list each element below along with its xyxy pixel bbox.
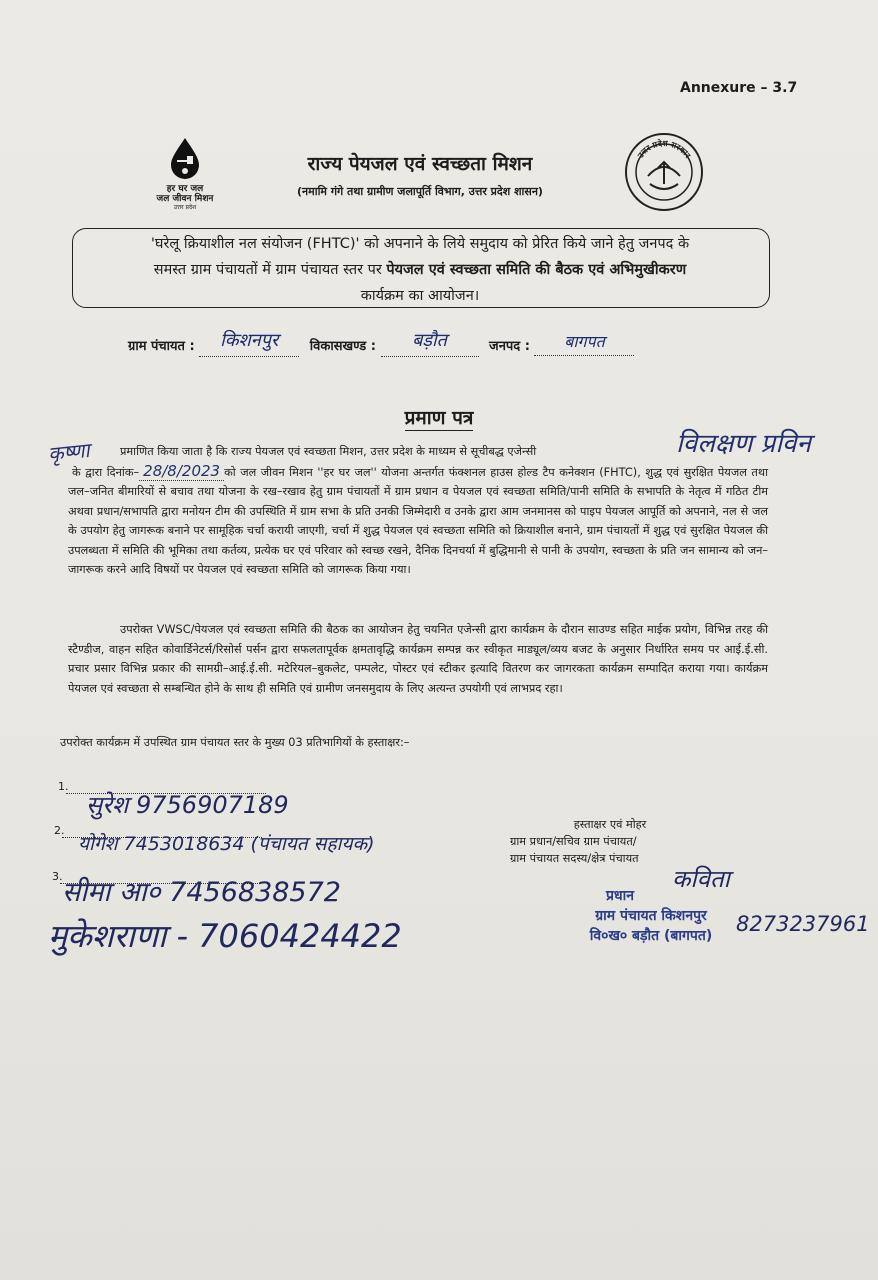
- signatures-intro: उपरोक्त कार्यक्रम में उपस्थित ग्राम पंचायत स्तर के मुख्य 03 प्रतिभागियों के हस्ताक्षर:–: [60, 736, 410, 749]
- logo-line-2: जल जीवन मिशन: [156, 194, 214, 204]
- handwritten-stamp-note: कृष्णा: [46, 437, 91, 467]
- water-drop-icon: [167, 136, 203, 180]
- box-line-2a: समस्त ग्राम पंचायतों में ग्राम पंचायत स्तर पर: [153, 262, 387, 278]
- signature-stamp-label: [510, 816, 710, 867]
- district-value: बागपत: [564, 332, 605, 351]
- gram-panchayat-label: ग्राम पंचायत :: [128, 339, 195, 354]
- handwritten-signature-2: योगेश 7453018634 (पंचायत सहायक): [78, 833, 375, 855]
- stamp-label-2: ग्राम प्रधान/सचिव ग्राम पंचायत/: [510, 835, 637, 848]
- sig-number-3: 3.: [52, 870, 63, 883]
- handwritten-agency-name: विलक्षण प्रविन: [676, 429, 811, 459]
- box-line-3: कार्यक्रम का आयोजन।: [360, 288, 480, 304]
- stamp-blue-1: प्रधान: [606, 888, 634, 904]
- district-label: जनपद :: [489, 339, 530, 354]
- para1-part-a: प्रमाणित किया जाता है कि राज्य पेयजल एवं स्वच्छता मिशन, उत्तर प्रदेश के माध्यम से सूचीबद्ध एजेन्सी: [120, 445, 537, 458]
- stamp-label-1: हस्ताक्षर एवं मोहर: [573, 818, 647, 831]
- box-line-2: [82, 257, 758, 283]
- heading-text: प्रमाण पत्र: [404, 407, 474, 429]
- para1-part-b: के द्वारा दिनांक–: [72, 465, 140, 479]
- up-government-seal-icon: [624, 132, 704, 212]
- svg-text:उत्तर प्रदेश सरकार: [635, 138, 692, 161]
- location-fields: [128, 332, 634, 357]
- logo-line-1: हर घर जल: [166, 184, 204, 194]
- handwritten-date: 28/8/2023: [139, 462, 224, 481]
- annexure-label: Annexure – 3.7: [680, 80, 798, 96]
- program-title-text: [82, 231, 758, 309]
- har-ghar-jal-logo: [150, 136, 220, 211]
- block-field: [381, 332, 479, 357]
- handwritten-signature-1: सुरेश 9756907189: [86, 791, 289, 819]
- seal-text: उत्तर प्रदेश सरकार: [635, 138, 693, 160]
- certificate-paragraph-2: उपरोक्त VWSC/पेयजल एवं स्वच्छता समिति की बैठक का आयोजन हेतु चयनित एजेन्सी द्वारा कार्यक्रम के दौरान साउण्ड सहित माईक प्रयोग, विभिन्न तरह की स्टैण्डीज, वाहन सहित कोवार्डिनेटर्स/रिसोर्स पर्सन द्वारा सफलतापूर्वक क्षमतावृद्धि कार्यक्रम सम्पन्न कर स्वीकृत माड्यूल/व्यय बजट के अनुसार निर्धारित समय पर आई.ई.सी. प्रचार प्रसार विभिन्न प्रकार की सामग्री–आई.ई.सी. मटेरियल–बुकलेट, पम्पलेट, पोस्टर एवं स्टीकर इत्यादि वितरण कर जागरकता कार्यक्रम सम्पादित कराया गया। कार्यक्रम पेयजल एवं स्वच्छता से सम्बन्धित होने के साथ ही समिति एवं ग्रामीण जनसमुदाय के लिए अत्यन्त उपयोगी एवं लाभप्रद रहा।: [68, 623, 768, 695]
- certificate-paragraph-1: [68, 442, 768, 580]
- stamp-blue-3: वि०ख० बड़ौत (बागपत): [589, 928, 713, 944]
- gram-panchayat-value: किशनपुर: [220, 330, 279, 351]
- block-label: विकासखण्ड :: [309, 339, 376, 354]
- handwritten-pradhan-signature: कविता: [672, 865, 730, 893]
- gram-panchayat-field: [199, 332, 299, 357]
- district-field: [534, 333, 634, 356]
- handwritten-pradhan-phone: 8273237961: [736, 912, 870, 936]
- box-line-1: 'घरेलू क्रियाशील नल संयोजन (FHTC)' को अपनाने के लिये समुदाय को प्रेरित किये जाने हेतु जनपद के: [150, 236, 690, 252]
- stamp-label-3: ग्राम पंचायत सदस्य/क्षेत्र पंचायत: [510, 852, 639, 865]
- handwritten-signature-3: सीमा आ० 7456838572: [62, 877, 341, 908]
- handwritten-signature-4: मुकेशराणा - 7060424422: [48, 917, 402, 955]
- pradhan-stamp: [556, 886, 746, 946]
- mission-subtitle: (नमामि गंगे तथा ग्रामीण जलापूर्ति विभाग, उत्तर प्रदेश शासन): [297, 185, 543, 198]
- logo-line-3: उत्तर प्रदेश: [173, 204, 197, 211]
- mission-title: राज्य पेयजल एवं स्वच्छता मिशन: [307, 153, 533, 175]
- box-line-2b: पेयजल एवं स्वच्छता समिति की बैठक एवं अभिमुखीकरण: [386, 262, 687, 278]
- stamp-blue-2: ग्राम पंचायत किशनपुर: [595, 908, 707, 924]
- sig-number-1: 1.: [58, 780, 69, 793]
- sig-number-2: 2.: [54, 824, 65, 837]
- para1-part-c: को जल जीवन मिशन ''हर घर जल'' योजना अन्तर्गत फंक्शनल हाउस होल्ड टैप कनेक्शन (FHTC), शुद्ध एवं सुरक्षित पेयजल तथा जल–जनित बीमारियों से बचाव तथा योजना के रख–रखाव हेतु ग्राम पंचायतों में ग्राम प्रधान व पेयजल एवं स्वच्छता समिति/पानी समिति के सभापति के नेतृत्व में गठित टीम अथवा प्रधान/सभापति द्वारा मनोयन टीम की उपस्थिति में ग्राम सभा के प्रति उनकी जिम्मेदारी व उनके द्वारा आम जनमानस को पाइप पेयजल आपूर्ति को अपनाने, नल से जल के उपयोग हेतु जागरूक बनाने पर सामूहिक चर्चा करायी जाएगी, चर्चा में शुद्ध पेयजल एवं स्वच्छता समिति को क्रियाशील बनाने, ग्राम पंचायतों में शुद्ध एवं सुरक्षित पेयजल की उपलब्धता में समिति की भूमिका तथा कर्तव्य, प्रत्येक घर एवं परिवार को स्वच्छ रखने, दैनिक दिनचर्या में बुद्धिमानी से पानी के उपयोग, स्वच्छता के प्रति जन सामान्य को जन–जागरूक करने आदि विषयों पर पेयजल एवं स्वच्छता समिति को जागरूक किया गया।: [68, 465, 768, 576]
- block-value: बड़ौत: [412, 330, 447, 351]
